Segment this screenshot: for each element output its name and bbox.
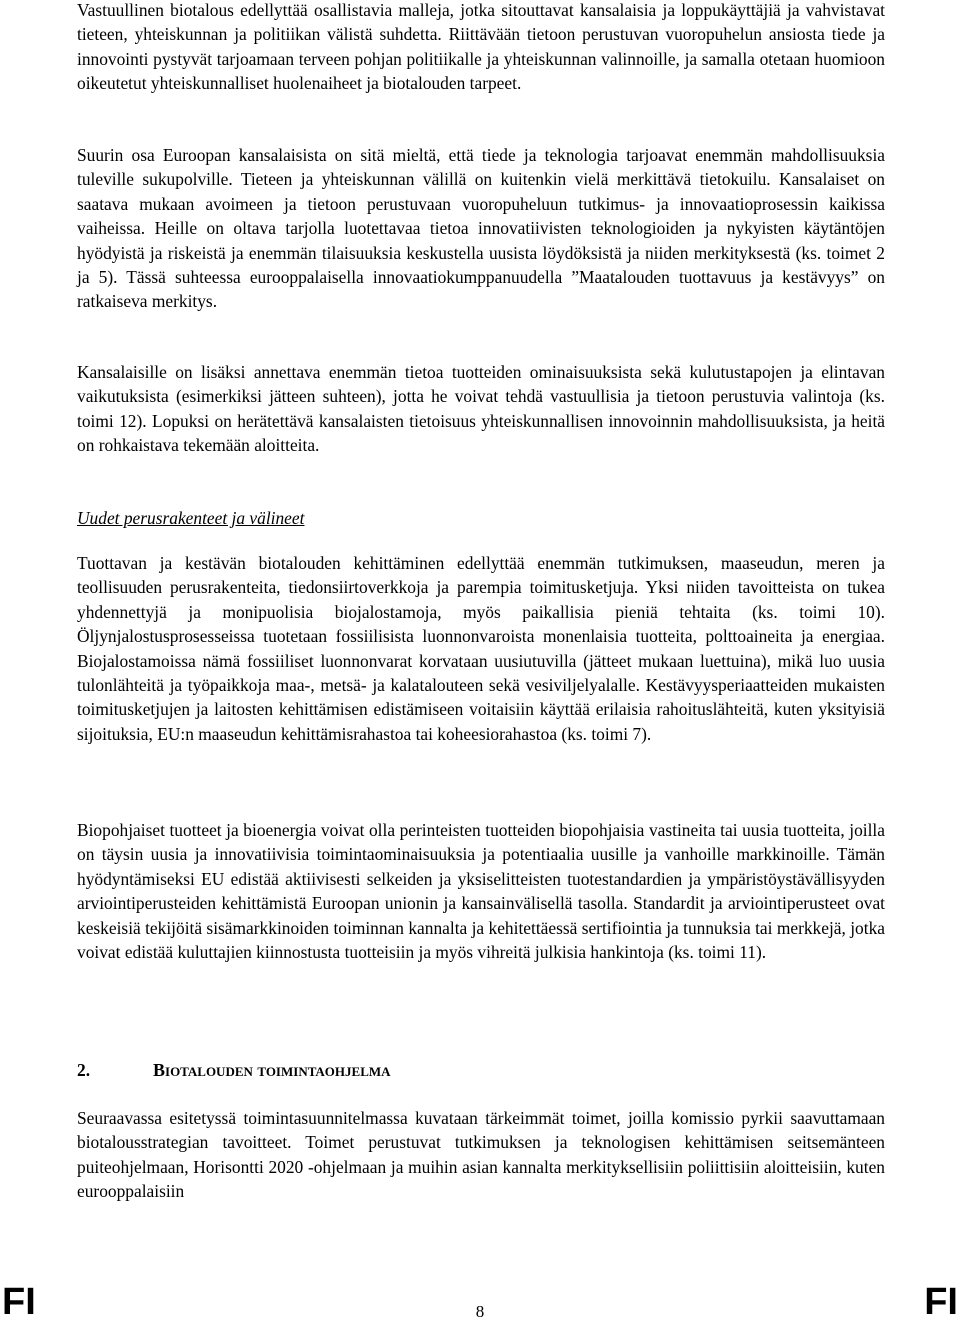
paragraph-participatory-bioeconomy: Vastuullinen biotalous edellyttää osallistavia malleja, jotka sitouttavat kansalaisia ja loppukäyttäjiä ja vahvistavat tieteen, yhteiskunnan ja politiikan välistä suhdetta. Riittävään tietoon perustuvan vuoropuhelun ansiosta tiede ja innovointi pystyvät tarjoamaan terveen pohjan politiikalle ja yhteiskunnan valinnoille, ja samalla otetaan huomioon oikeutetut yhteiskunnalliset huolenaiheet ja biotalouden tarpeet. (77, 0, 885, 94)
paragraph-citizens-science-dialogue: Suurin osa Euroopan kansalaisista on sitä mieltä, että tiede ja teknologia tarjoavat enemmän mahdollisuuksia tuleville sukupolville. Tieteen ja yhteiskunnan välillä on kuitenkin vielä merkittävä tietokuilu. Kansalaiset on saatava mukaan avoimeen ja tietoon perustuvaan vuoropuheluun tutkimus- ja innovaatioprosessin kaikissa vaiheissa. Heille on oltava tarjolla luotettavaa tietoa innovatiivisten teknologioiden ja nykyisten käytäntöjen hyödyistä ja riskeistä ja enemmän tilaisuuksia keskustella uusista löydöksistä ja niiden merkityksestä (ks. toimet 2 ja 5). Tässä suhteessa eurooppalaisella innovaatiokumppanuudella ”Maatalouden tuottavuus ja kestävyys” on ratkaiseva merkitys. (77, 145, 885, 312)
footer-language-mark-right: FI (924, 1281, 958, 1323)
paragraph-biobased-products: Biopohjaiset tuotteet ja bioenergia voivat olla perinteisten tuotteiden biopohjaisia vastineita tai uusia tuotteita, joilla on täysin uusia ja innovatiivisia toimintaominaisuuksia ja potentiaalia uusille ja vanhoille markkinoille. Tämän hyödyntämiseksi EU edistää aktiivisesti selkeiden ja yksiselitteisten tuotestandardien ja ympäristöystävällisyyden arviointiperusteiden kehittämistä Euroopan unionin ja kansainvälisellä tasolla. Standardit ja arviointiperusteet ovat keskeisiä tekijöitä sisämarkkinoiden toiminnan kannalta ja kehitettäessä sertifiointia ja tunnuksia tai merkkejä, jotka voivat edistää kuluttajien kiinnostusta tuotteisiin ja myös vihreitä julkisia hankintoja (ks. toimi 11). (77, 820, 885, 963)
paragraph-infrastructure: Tuottavan ja kestävän biotalouden kehittäminen edellyttää enemmän tutkimuksen, maaseudun, meren ja teollisuuden perusrakenteita, tiedonsiirtoverkkoja ja parempia toimitusketjuja. Yksi niiden tavoitteista on tukea yhdennettyjä ja monipuolisia biojalostamoja, myös paikallisia pieniä tehtaita (ks. toimi 10). Öljynjalostusprosesseissa tuotetaan fossiilisista luonnonvaroista monenlaisia tuotteita, polttoaineita ja energiaa. Biojalostamoissa nämä fossiiliset luonnonvarat korvataan uusiutuvilla (jätteet mukaan luettuina), mikä luo uusia tulonlähteitä ja työpaikkoja maa-, metsä- ja kalatalouteen sekä vesiviljelyalalle. Kestävyysperiaatteiden mukaisten toimitusketjujen ja laitosten kehittämisen edistämiseen voitaisiin käyttää erilaisia rahoituslähteitä, kuten yksityisiä sijoituksia, EU:n maaseudun kehittämisrahastoa tai koheesiorahastoa (ks. toimi 7). (77, 553, 885, 744)
section-heading (77, 1058, 885, 1082)
page-number: 8 (475, 1302, 485, 1321)
paragraph-consumer-information: Kansalaisille on lisäksi annettava enemmän tietoa tuotteiden ominaisuuksista sekä kulutustapojen ja elintavan vaikutuksista (esimerkiksi jätteen suhteen), jotta he voivat tehdä vastuullisia ja tietoon perustuvia valintoja (ks. toimi 12). Lopuksi on herätettävä kansalaisten tietoisuus yhteiskunnallisen innovoinnin mahdollisuuksista, ja heitä on rohkaistava tekemään aloitteita. (77, 362, 885, 456)
subheading-infrastructure: Uudet perusrakenteet ja välineet (77, 508, 305, 528)
section-title: Biotalouden toimintaohjelma (153, 1060, 391, 1080)
footer-language-mark-left: FI (2, 1281, 36, 1323)
section-number: 2. (77, 1060, 91, 1080)
paragraph-action-plan: Seuraavassa esitetyssä toimintasuunnitelmassa kuvataan tärkeimmät toimet, joilla komissio pyrkii saavuttamaan biotalousstrategian tavoitteet. Toimet perustuvat tutkimuksen ja teknologisen kehittämisen seitsemänteen puiteohjelmaan, Horisontti 2020 -ohjelmaan ja muihin asian kannalta merkityksellisiin poliittisiin aloitteisiin, kuten eurooppalaisiin (77, 1108, 885, 1202)
